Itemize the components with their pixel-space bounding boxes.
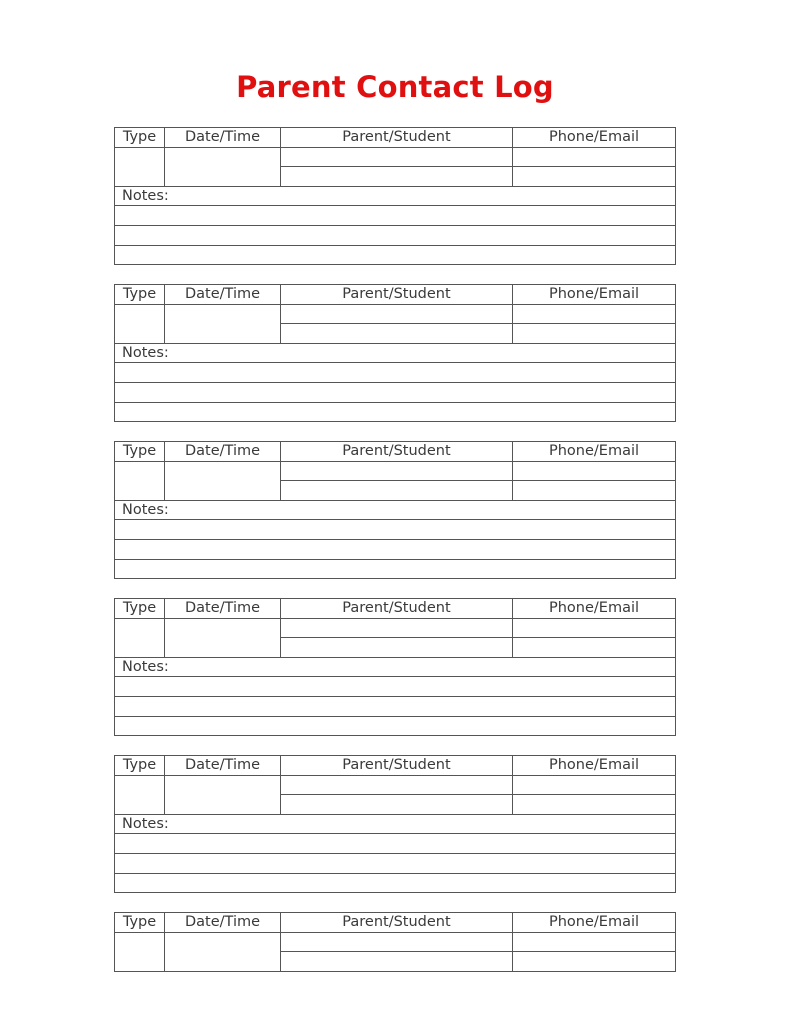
date-time-header: Date/Time xyxy=(165,285,281,305)
notes-label: Notes: xyxy=(115,500,676,520)
contact-log-entry xyxy=(114,912,676,972)
parent-student-field[interactable] xyxy=(281,932,513,952)
notes-line[interactable] xyxy=(115,834,676,854)
phone-email-header: Phone/Email xyxy=(513,442,676,462)
contact-log-entry xyxy=(114,598,676,736)
date-time-header: Date/Time xyxy=(165,913,281,933)
parent-student-field[interactable] xyxy=(281,147,513,167)
parent-student-header: Parent/Student xyxy=(281,599,513,619)
notes-line[interactable] xyxy=(115,716,676,736)
phone-email-field[interactable] xyxy=(513,795,676,815)
type-header: Type xyxy=(115,442,165,462)
notes-line[interactable] xyxy=(115,245,676,265)
phone-email-field[interactable] xyxy=(513,932,676,952)
type-field[interactable] xyxy=(115,147,165,186)
phone-email-header: Phone/Email xyxy=(513,756,676,776)
parent-student-field[interactable] xyxy=(281,304,513,324)
date-time-header: Date/Time xyxy=(165,442,281,462)
phone-email-field[interactable] xyxy=(513,481,676,501)
parent-student-field[interactable] xyxy=(281,952,513,972)
parent-student-header: Parent/Student xyxy=(281,913,513,933)
notes-label: Notes: xyxy=(115,657,676,677)
parent-student-field[interactable] xyxy=(281,324,513,344)
type-header: Type xyxy=(115,913,165,933)
notes-line[interactable] xyxy=(115,382,676,402)
phone-email-header: Phone/Email xyxy=(513,913,676,933)
type-header: Type xyxy=(115,285,165,305)
type-header: Type xyxy=(115,756,165,776)
phone-email-field[interactable] xyxy=(513,952,676,972)
notes-line[interactable] xyxy=(115,402,676,422)
notes-line[interactable] xyxy=(115,539,676,559)
contact-log-entry xyxy=(114,284,676,422)
notes-label: Notes: xyxy=(115,343,676,363)
phone-email-field[interactable] xyxy=(513,618,676,638)
parent-student-field[interactable] xyxy=(281,775,513,795)
parent-student-header: Parent/Student xyxy=(281,442,513,462)
parent-student-field[interactable] xyxy=(281,618,513,638)
notes-line[interactable] xyxy=(115,696,676,716)
parent-student-header: Parent/Student xyxy=(281,128,513,148)
date-time-header: Date/Time xyxy=(165,756,281,776)
parent-student-field[interactable] xyxy=(281,481,513,501)
phone-email-field[interactable] xyxy=(513,461,676,481)
date-time-field[interactable] xyxy=(165,147,281,186)
parent-student-header: Parent/Student xyxy=(281,285,513,305)
contact-log-entry xyxy=(114,755,676,893)
notes-line[interactable] xyxy=(115,206,676,226)
type-header: Type xyxy=(115,128,165,148)
phone-email-field[interactable] xyxy=(513,304,676,324)
notes-line[interactable] xyxy=(115,853,676,873)
notes-line[interactable] xyxy=(115,520,676,540)
phone-email-header: Phone/Email xyxy=(513,599,676,619)
date-time-field[interactable] xyxy=(165,304,281,343)
date-time-header: Date/Time xyxy=(165,599,281,619)
notes-label: Notes: xyxy=(115,186,676,206)
type-field[interactable] xyxy=(115,304,165,343)
phone-email-field[interactable] xyxy=(513,147,676,167)
phone-email-field[interactable] xyxy=(513,775,676,795)
phone-email-header: Phone/Email xyxy=(513,285,676,305)
type-header: Type xyxy=(115,599,165,619)
date-time-field[interactable] xyxy=(165,775,281,814)
page-title: Parent Contact Log xyxy=(236,70,554,104)
contact-log-entry xyxy=(114,127,676,265)
notes-line[interactable] xyxy=(115,363,676,383)
phone-email-field[interactable] xyxy=(513,167,676,187)
parent-student-field[interactable] xyxy=(281,461,513,481)
notes-line[interactable] xyxy=(115,677,676,697)
date-time-field[interactable] xyxy=(165,932,281,971)
type-field[interactable] xyxy=(115,932,165,971)
notes-line[interactable] xyxy=(115,873,676,893)
notes-line[interactable] xyxy=(115,225,676,245)
parent-student-field[interactable] xyxy=(281,638,513,658)
type-field[interactable] xyxy=(115,461,165,500)
parent-student-field[interactable] xyxy=(281,795,513,815)
date-time-field[interactable] xyxy=(165,461,281,500)
date-time-field[interactable] xyxy=(165,618,281,657)
notes-line[interactable] xyxy=(115,559,676,579)
date-time-header: Date/Time xyxy=(165,128,281,148)
type-field[interactable] xyxy=(115,775,165,814)
phone-email-field[interactable] xyxy=(513,324,676,344)
phone-email-header: Phone/Email xyxy=(513,128,676,148)
notes-label: Notes: xyxy=(115,814,676,834)
phone-email-field[interactable] xyxy=(513,638,676,658)
contact-log-entry xyxy=(114,441,676,579)
parent-student-header: Parent/Student xyxy=(281,756,513,776)
type-field[interactable] xyxy=(115,618,165,657)
parent-student-field[interactable] xyxy=(281,167,513,187)
